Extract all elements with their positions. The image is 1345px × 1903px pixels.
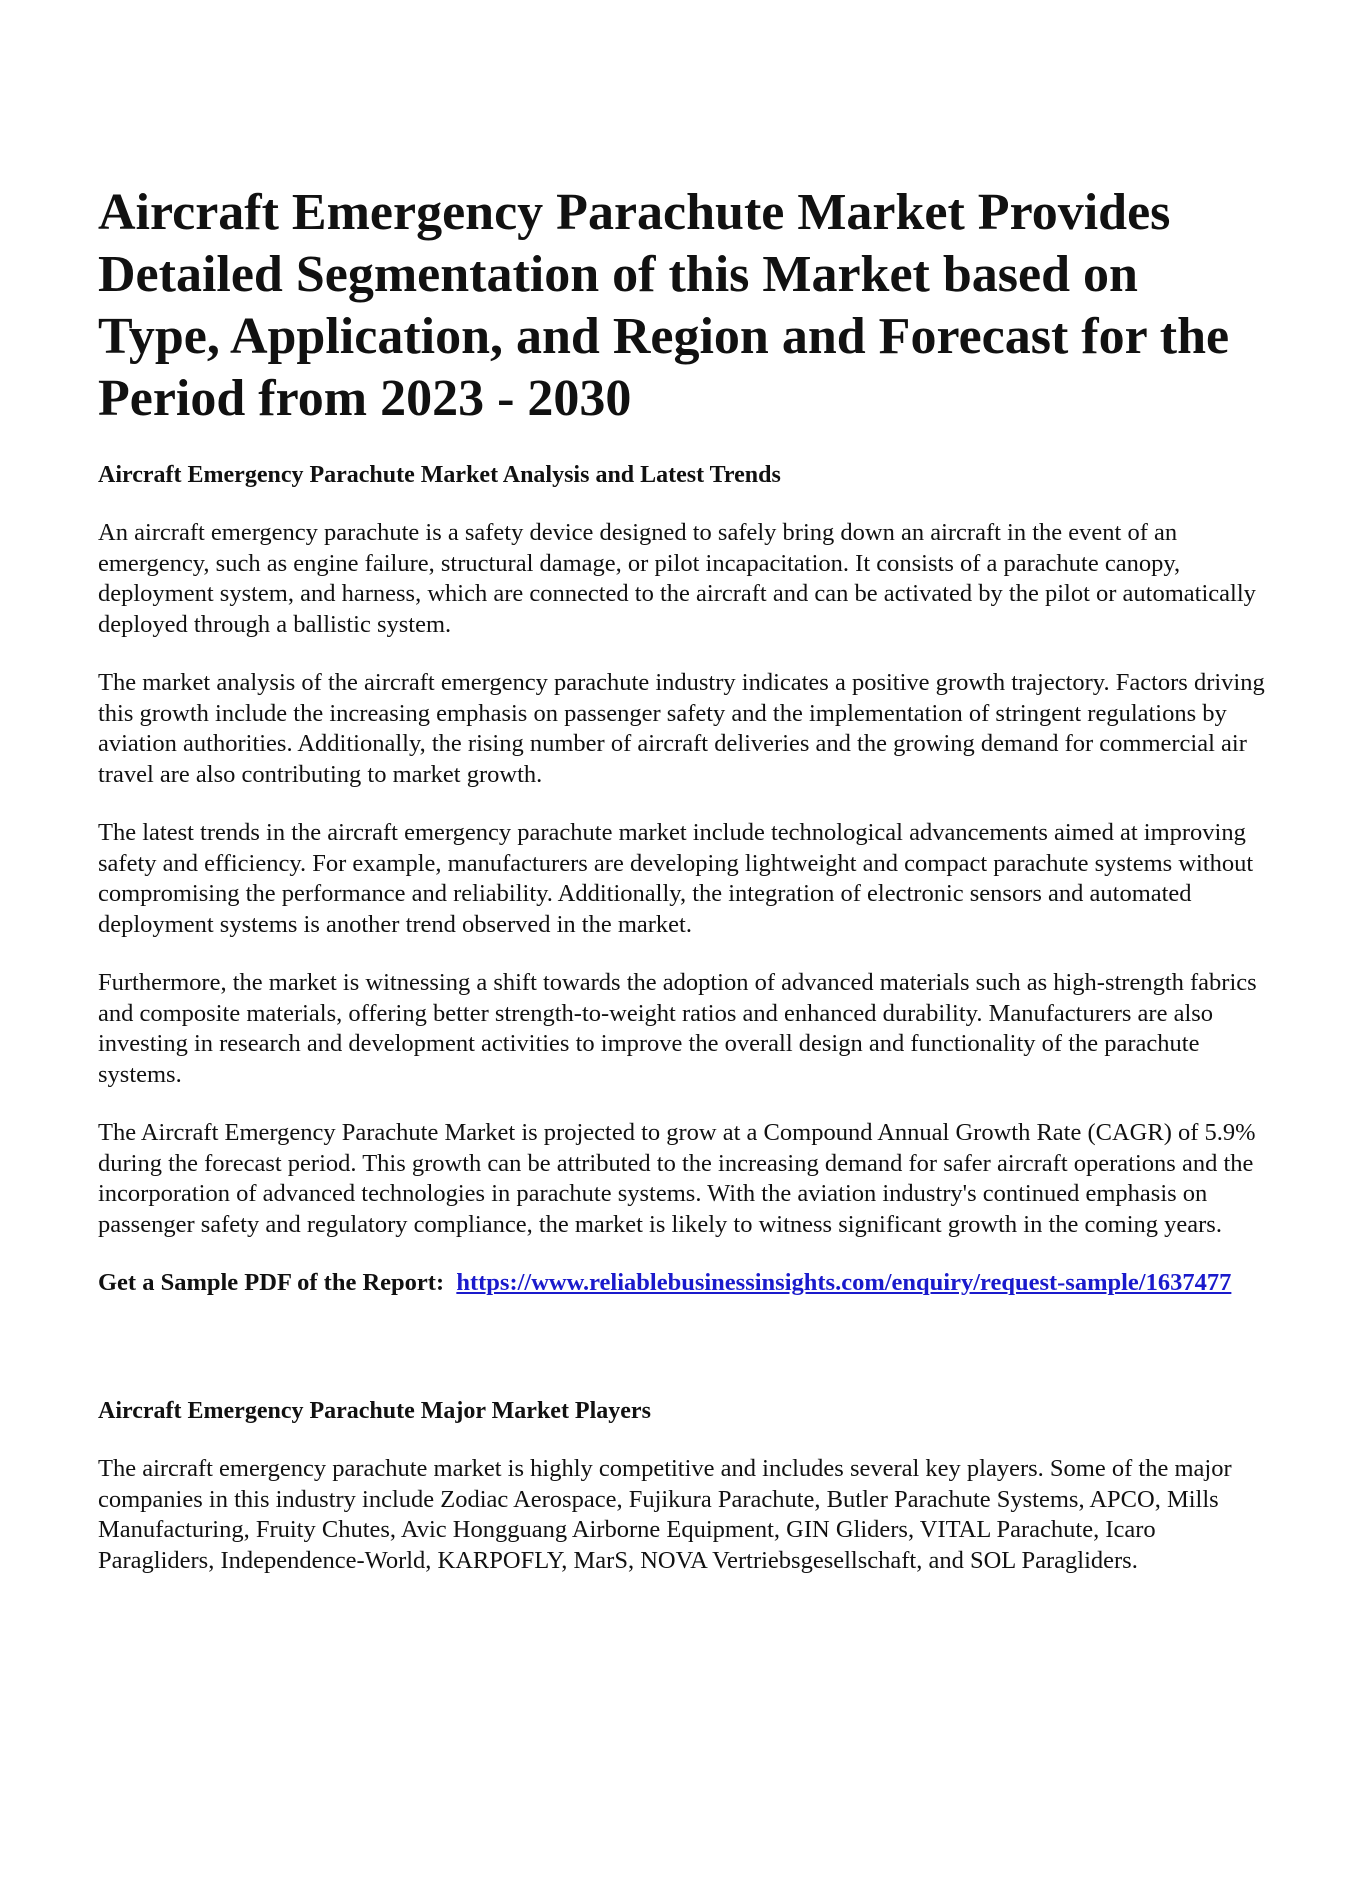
- paragraph: An aircraft emergency parachute is a safety device designed to safely bring down an aircraft in the event of an emergency, such as engine failure, structural damage, or pilot incapacitation. It consists of a parachute canopy, deployment system, and harness, which are connected to the aircraft and can be activated by the pilot or automatically deployed through a ballistic system.: [98, 519, 1256, 638]
- paragraph: The Aircraft Emergency Parachute Market is projected to grow at a Compound Annual Growth Rate (CAGR) of 5.9% during the forecast period. This growth can be attributed to the increasing demand for safer aircraft operations and the incorporation of advanced technologies in parachute systems. With the aviation industry's continued emphasis on passenger safety and regulatory compliance, the market is likely to witness significant growth in the coming years.: [98, 1119, 1256, 1238]
- paragraph: Furthermore, the market is witnessing a shift towards the adoption of advanced materials such as high-strength fabrics and composite materials, offering better strength-to-weight ratios and enhanced durability. Manufacturers are also investing in research and development activities to improve the overall design and functionality of the parachute systems.: [98, 969, 1257, 1088]
- paragraph: The aircraft emergency parachute market is highly competitive and includes several key players. Some of the major companies in this industry include Zodiac Aerospace, Fujikura Parachute, Butler Parachute Systems, APCO, Mills Manufacturing, Fruity Chutes, Avic Hongguang Airborne Equipment, GIN Gliders, VITAL Parachute, Icaro Paragliders, Independence-World, KARPOFLY, MarS, NOVA Vertriebsgesellschaft, and SOL Paragliders.: [98, 1455, 1232, 1574]
- sample-pdf-link[interactable]: https://www.reliablebusinessinsights.com/enquiry/request-sample/1637477: [456, 1269, 1232, 1296]
- document-title: Aircraft Emergency Parachute Market Provides Detailed Segmentation of this Market based on Type, Application, and Region and Forecast for the Period from 2023 - 2030: [98, 184, 1230, 427]
- section-spacer: [98, 1298, 1268, 1396]
- section-heading-players: Aircraft Emergency Parachute Major Market Players: [98, 1398, 651, 1424]
- paragraph: The market analysis of the aircraft emergency parachute industry indicates a positive growth trajectory. Factors driving this growth include the increasing emphasis on passenger safety and the implementation of stringent regulations by aviation authorities. Additionally, the rising number of aircraft deliveries and the growing demand for commercial air travel are also contributing to market growth.: [98, 669, 1265, 788]
- document-page: [98, 182, 1268, 1604]
- paragraph: The latest trends in the aircraft emergency parachute market include technological advancements aimed at improving safety and efficiency. For example, manufacturers are developing lightweight and compact parachute systems without compromising the performance and reliability. Additionally, the integration of electronic sensors and automated deployment systems is another trend observed in the market.: [98, 819, 1254, 938]
- section-heading-analysis: Aircraft Emergency Parachute Market Analysis and Latest Trends: [98, 462, 781, 488]
- sample-pdf-line: [98, 1268, 1268, 1298]
- sample-pdf-label: Get a Sample PDF of the Report:: [98, 1269, 445, 1296]
